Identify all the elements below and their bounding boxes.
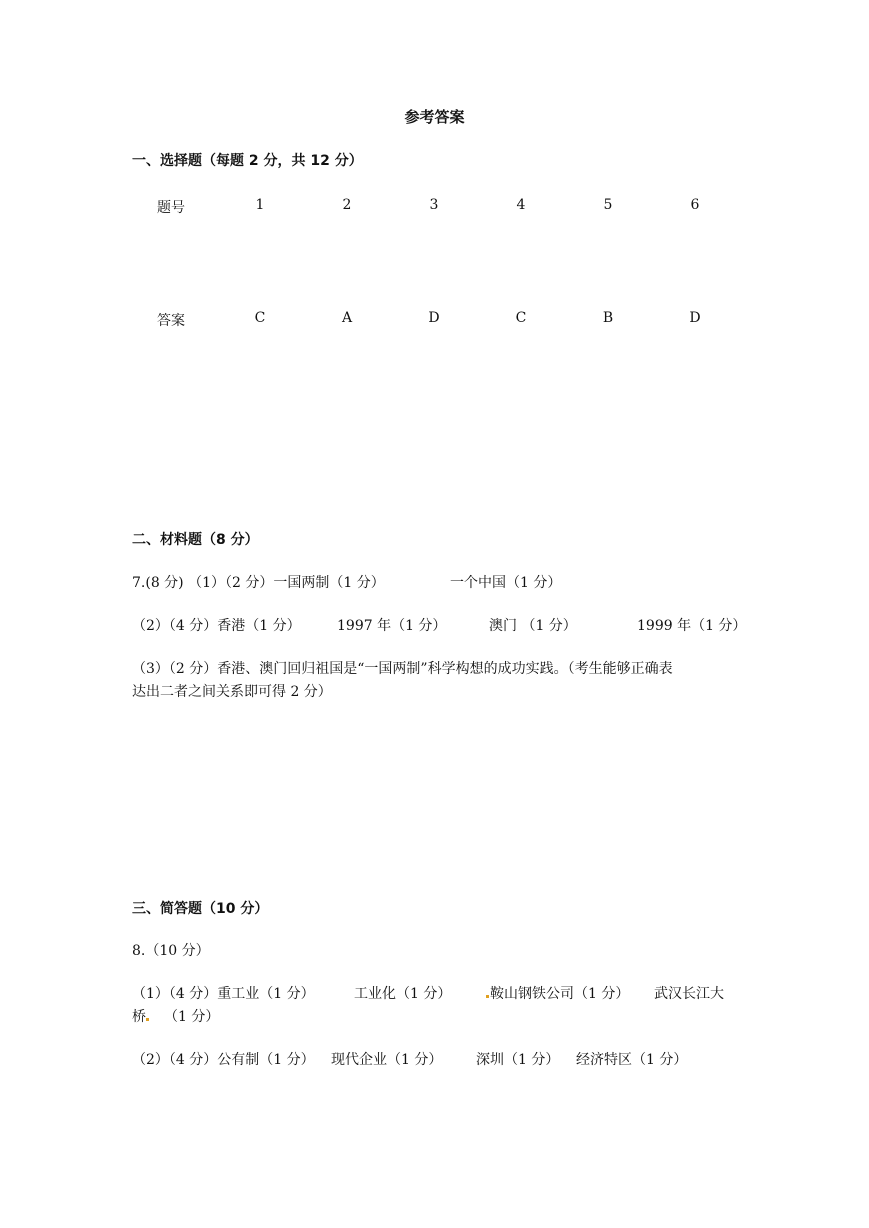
q7-line4: 达出二者之间关系即可得 2 分） <box>132 684 332 700</box>
q8-line3-c: 深圳（1 分） <box>476 1052 560 1068</box>
section2-heading: 二、材料题（8 分） <box>132 532 259 548</box>
table-row-label: 答案 <box>157 313 185 329</box>
q7-line1-b: 一个中国（1 分） <box>450 575 562 591</box>
q8-line1-c-wrap <box>486 983 629 1003</box>
table-cell: 2 <box>342 197 352 213</box>
table-cell: C <box>254 310 266 326</box>
table-cell: D <box>689 310 701 326</box>
q8-line1-c: 鞍山钢铁公司（1 分） <box>490 986 630 1002</box>
q8-line2-wrap <box>132 1006 150 1026</box>
highlight-mark <box>146 1018 149 1021</box>
table-cell: A <box>341 310 353 326</box>
q8-line2-a: 桥 <box>132 1009 146 1025</box>
table-cell: 4 <box>516 197 526 213</box>
table-cell: 6 <box>690 197 700 213</box>
q7-line2-a: （2）（4 分）香港（1 分） <box>132 618 301 634</box>
table-cell: 5 <box>603 197 613 213</box>
q8-line3-d: 经济特区（1 分） <box>576 1052 688 1068</box>
q7-line2-b: 1997 年（1 分） <box>337 618 447 634</box>
table-cell: D <box>428 310 440 326</box>
table-cell: C <box>515 310 527 326</box>
table-cell: B <box>602 310 614 326</box>
q8-line1-a: （1）（4 分）重工业（1 分） <box>132 986 315 1002</box>
q8-line1-b: 工业化（1 分） <box>354 986 452 1002</box>
q7-line2-d: 1999 年（1 分） <box>637 618 747 634</box>
section1-heading: 一、选择题（每题 2 分，共 12 分） <box>132 153 363 169</box>
q7-line1-a: 7.(8 分) （1）（2 分）一国两制（1 分） <box>132 575 385 591</box>
q8-line2-b: （1 分） <box>164 1009 220 1025</box>
q8-line0: 8.（10 分） <box>132 943 210 959</box>
page-title: 参考答案 <box>404 108 465 126</box>
q8-line3-a: （2）（4 分）公有制（1 分） <box>132 1052 315 1068</box>
q7-line2-c: 澳门 （1 分） <box>489 618 577 634</box>
q7-line3: （3）（2 分）香港、澳门回归祖国是“一国两制”科学构想的成功实践。（考生能够正确表 <box>132 661 673 677</box>
table-row-label: 题号 <box>157 200 185 216</box>
q8-line1-d: 武汉长江大 <box>654 986 724 1002</box>
highlight-mark <box>486 995 489 998</box>
table-cell: 3 <box>429 197 439 213</box>
table-cell: 1 <box>255 197 265 213</box>
q8-line3-b: 现代企业（1 分） <box>331 1052 443 1068</box>
section3-heading: 三、简答题（10 分） <box>132 901 269 917</box>
